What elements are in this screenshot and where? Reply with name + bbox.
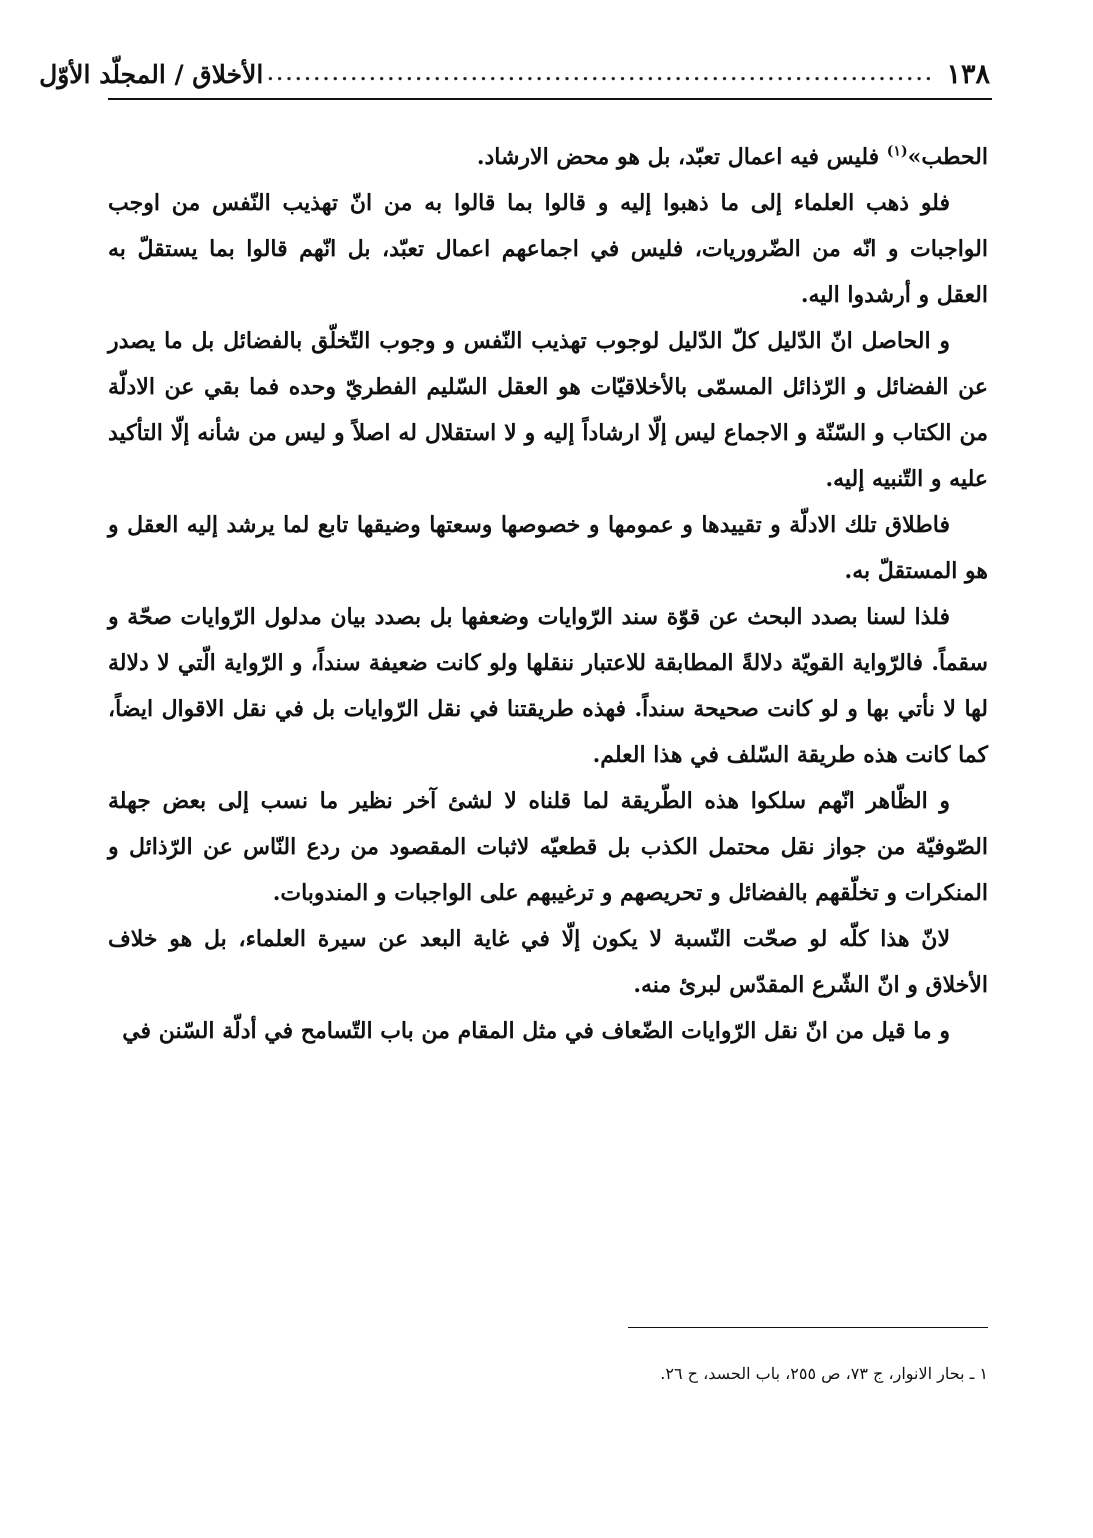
page-header [39, 52, 990, 96]
paragraph-7: لانّ هذا كلّه لو صحّت النّسبة لا يكون إلّا في غاية البعد عن سيرة العلماء، بل هو خلاف الأخلاق و انّ الشّرع المقدّس لبرئ منه. [108, 926, 988, 998]
paragraph-6: و الظّاهر انّهم سلكوا هذه الطّريقة لما قلناه لا لشئ آخر نظير ما نسب إلى بعض جهلة الصّوفيّة من جواز نقل محتمل الكذب بل قطعيّه لاثبات المقصود من ردع النّاس عن الرّذائل و المنكرات و تخلّقهم بالفضائل و تحريصهم و ترغيبهم على الواجبات و المندوبات. [108, 788, 988, 906]
paragraph-1 [108, 134, 988, 180]
footnote-reference[interactable]: (١) [886, 143, 908, 160]
running-title: الأخلاق / المجلّد الأوّل [39, 59, 264, 89]
footnote-1: ١ ـ بحار الانوار، ج ٧٣، ص ٢٥٥، باب الحسد، ح ٢٦. [660, 1364, 988, 1383]
paragraph-1-text-end: فليس فيه اعمال تعبّد، بل هو محض الارشاد. [476, 144, 887, 170]
main-text [108, 134, 988, 1054]
paragraph-4: فاطلاق تلك الادلّة و تقييدها و عمومها و خصوصها وسعتها وضيقها تابع لما يرشد إليه العقل و هو المستقلّ به. [108, 512, 988, 584]
footnote-divider [628, 1327, 988, 1328]
paragraph-2: فلو ذهب العلماء إلى ما ذهبوا إليه و قالوا بما قالوا به من انّ تهذيب النّفس من اوجب الواجبات و انّه من الضّروريات، فليس في اجماعهم اعمال تعبّد، بل انّهم قالوا بما يستقلّ به العقل و أرشدوا اليه. [108, 190, 988, 308]
paragraph-8: و ما قيل من انّ نقل الرّوايات الضّعاف في مثل المقام من باب التّسامح في أدلّة السّنن في [122, 1018, 950, 1044]
paragraph-3: و الحاصل انّ الدّليل كلّ الدّليل لوجوب تهذيب النّفس و وجوب التّخلّق بالفضائل بل ما يصدر عن الفضائل و الرّذائل المسمّى بالأخلاقيّات هو العقل السّليم الفطريّ وحده فما بقي عن الادلّة من الكتاب و السّنّة و الاجماع ليس إلّا ارشاداً إليه و لا استقلال له اصلاً و ليس من شأنه إلّا التأكيد عليه و التّنبيه إليه. [108, 328, 988, 492]
header-divider [108, 98, 992, 100]
page-number: ١٣٨ [946, 58, 990, 90]
paragraph-1-text-start: الحطب» [907, 144, 988, 170]
paragraph-5: فلذا لسنا بصدد البحث عن قوّة سند الرّوايات وضعفها بل بصدد بيان مدلول الرّوايات صحّة و سقماً. فالرّواية القويّة دلالةً المطابقة للاعتبار ننقلها ولو كانت ضعيفة سنداً، و الرّواية الّتي لا دلالة لها لا نأتي بها و لو كانت صحيحة سنداً. فهذه طريقتنا في نقل الرّوايات بل في نقل الاقوال ايضاً، كما كانت هذه طريقة السّلف في هذا العلم. [108, 604, 988, 768]
leader-dots: ........................................................................ [267, 63, 935, 85]
